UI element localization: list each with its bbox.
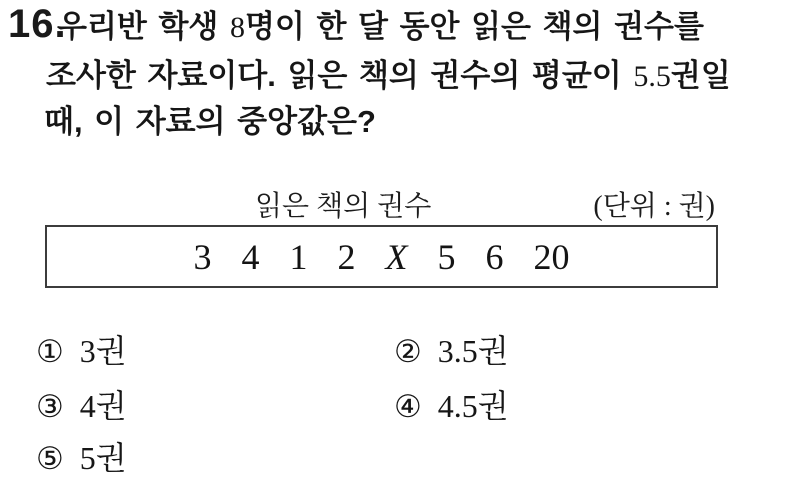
choice-marker: ① (36, 334, 64, 369)
choice-label: 4권 (79, 388, 127, 424)
choice-label: 3권 (79, 333, 127, 369)
question-text: 조사한 자료이다. 읽은 책의 권수의 평균이 (46, 58, 634, 93)
data-value: 1 (289, 236, 308, 277)
number-text: 8 (229, 11, 245, 44)
question-number: 16. (8, 2, 67, 46)
question-text: 명이 한 달 동안 읽은 책의 권수를 (244, 9, 704, 44)
question-text: 우리반 학생 (57, 9, 230, 44)
choice-label: 3.5권 (437, 333, 509, 369)
question-line-2 (46, 57, 731, 96)
choice-marker: ⑤ (36, 441, 64, 476)
data-value: 2 (337, 236, 356, 277)
choice-marker: ③ (36, 389, 64, 424)
number-text: 5.5 (633, 60, 671, 93)
question-text: 권일 (670, 58, 731, 93)
choice-option-5[interactable] (36, 433, 127, 479)
data-value-unknown-x: X (385, 236, 408, 277)
choice-option-2[interactable] (394, 326, 509, 372)
data-value: 5 (437, 236, 456, 277)
data-value: 4 (241, 236, 260, 277)
choice-label: 5권 (79, 440, 127, 476)
question-line-3: 때, 이 자료의 중앙값은? (44, 104, 376, 139)
choice-marker: ④ (394, 389, 422, 424)
question-line-1 (57, 8, 704, 47)
data-value: 20 (533, 236, 570, 277)
table-title: 읽은 책의 권수 (255, 191, 432, 222)
choice-option-3[interactable] (36, 381, 127, 427)
data-value: 3 (193, 236, 212, 277)
choice-label: 4.5권 (437, 388, 509, 424)
choice-option-1[interactable] (36, 326, 127, 372)
data-table (45, 225, 718, 288)
choice-option-4[interactable] (394, 381, 509, 427)
table-unit-label: (단위 : 권) (593, 191, 715, 222)
choice-marker: ② (394, 334, 422, 369)
data-value: 6 (485, 236, 504, 277)
